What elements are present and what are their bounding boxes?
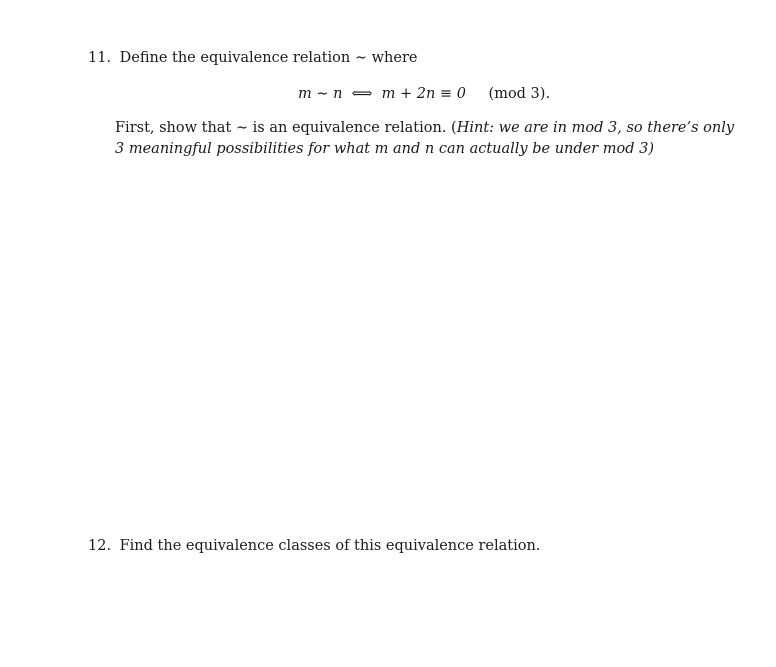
eq-mod: (mod 3). <box>488 86 551 102</box>
body-text-after: is an equivalence relation. <box>252 120 447 136</box>
body-text: First, show that <box>115 120 232 136</box>
problem-12-text <box>88 536 736 556</box>
eq-sim: ∼ <box>316 86 329 102</box>
problem-11-intro <box>88 48 736 68</box>
hint-text-3: can actually be under mod 3) <box>438 141 655 157</box>
problem-number: 11. <box>88 50 112 66</box>
problem-11 <box>88 48 736 160</box>
hint-text: we are in mod 3, so there’s only 3 <box>115 120 735 157</box>
eq-rhs: m + 2n ≡ 0 <box>381 86 466 102</box>
hint-open-paren: ( <box>451 120 457 136</box>
problem-12 <box>88 536 736 556</box>
hint-n: n <box>424 141 435 157</box>
hint-m: m <box>374 141 389 157</box>
display-equation <box>88 84 736 104</box>
intro-text: Define the equivalence relation <box>119 50 351 66</box>
hint-text-2: meaningful possibilities for what <box>128 141 371 157</box>
eq-n: n <box>333 86 343 102</box>
problem-12-statement: Find the equivalence classes of this equivalence relation. <box>119 538 541 554</box>
sim-symbol: ∼ <box>354 50 368 66</box>
problem-number: 12. <box>88 538 112 554</box>
hint-label: Hint: <box>456 120 495 136</box>
intro-text-after: where <box>371 50 418 66</box>
body-sim-symbol: ∼ <box>235 120 249 136</box>
eq-m: m <box>297 86 312 102</box>
hint-and: and <box>393 141 421 157</box>
problem-11-body <box>115 118 736 160</box>
eq-iff: ⟺ <box>351 86 373 102</box>
